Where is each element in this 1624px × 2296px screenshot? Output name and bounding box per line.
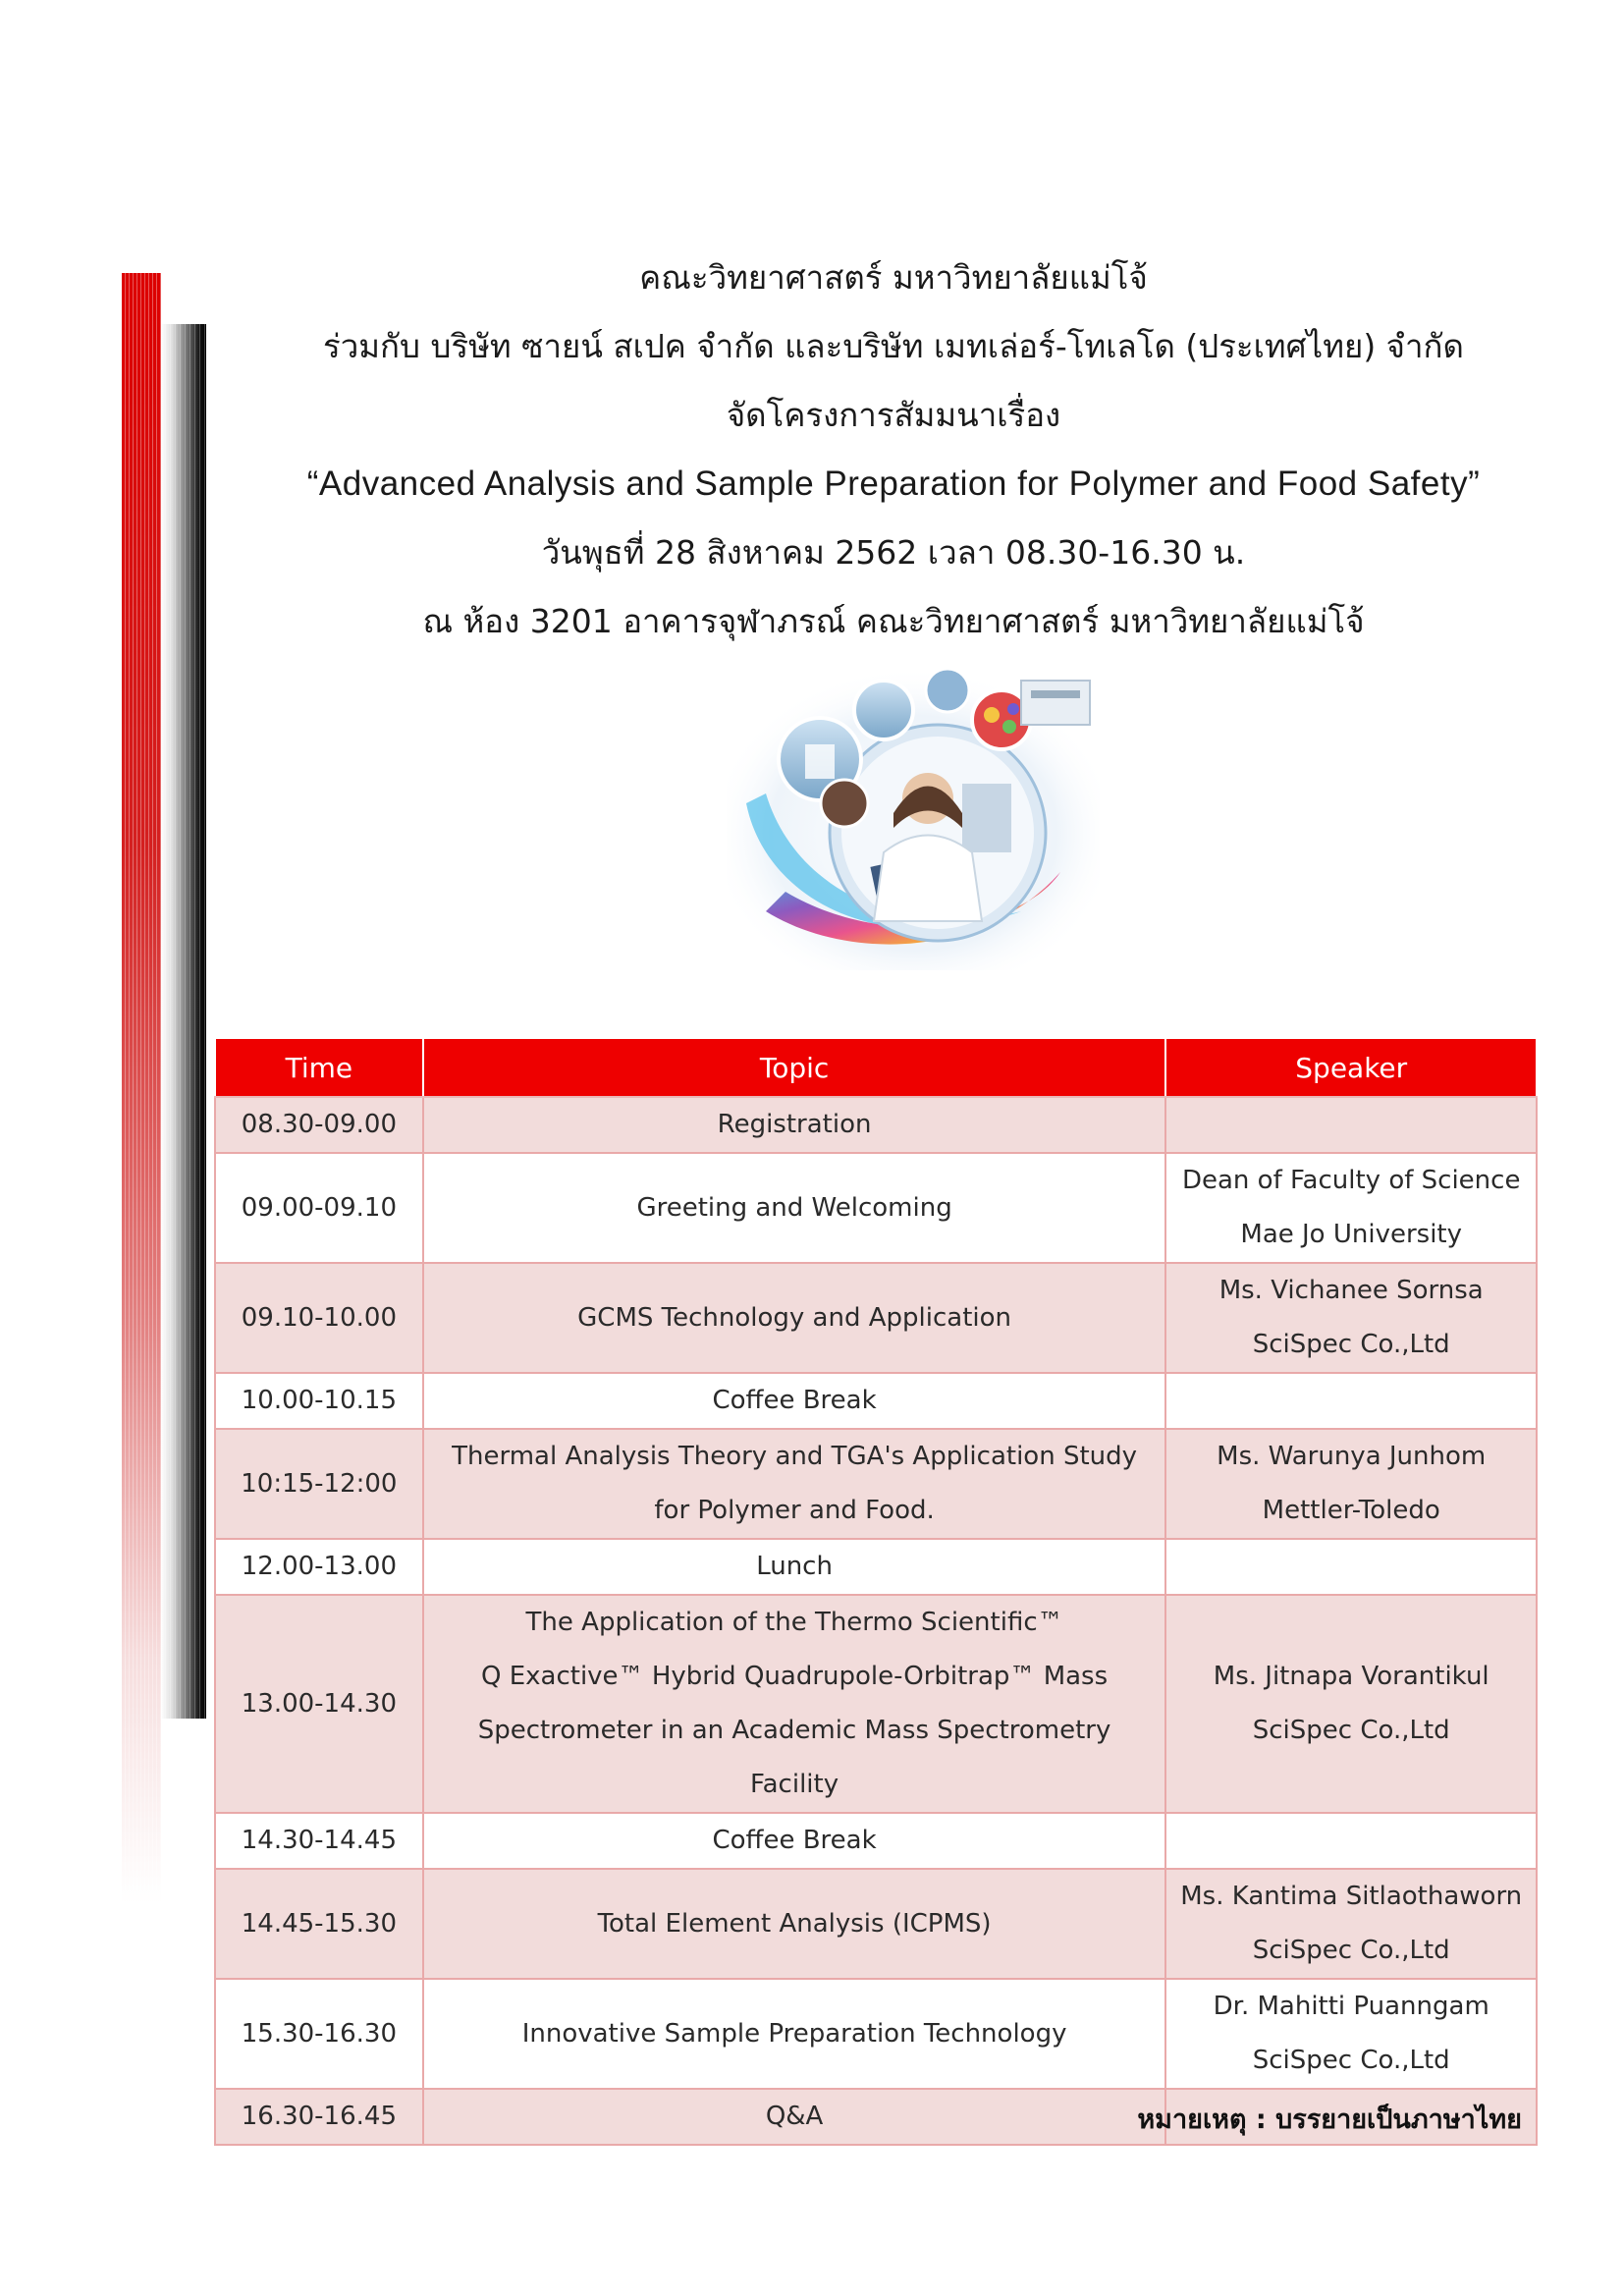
cell-speaker	[1165, 1153, 1537, 1263]
cell-speaker	[1165, 1539, 1537, 1595]
table-row	[215, 1595, 1537, 1813]
topic-line: GCMS Technology and Application	[577, 1302, 1012, 1333]
topic-line: Registration	[717, 1110, 872, 1139]
table-row	[215, 1979, 1537, 2089]
decorative-dark-bar	[161, 324, 206, 1719]
topic-line: Q&A	[765, 2102, 824, 2131]
note-language: หมายเหตุ : บรรยายเป็นภาษาไทย	[1137, 2105, 1522, 2135]
cell-topic	[423, 1373, 1166, 1429]
topic-line: Thermal Analysis Theory and TGA's Application Study	[452, 1442, 1138, 1471]
seminar-title: “Advanced Analysis and Sample Preparation for Polymer and Food Safety”	[306, 465, 1481, 503]
cell-time: 13.00-14.30	[215, 1595, 423, 1813]
table-row	[215, 1813, 1537, 1869]
cell-topic	[423, 1153, 1166, 1263]
topic-line: Q Exactive™ Hybrid Quadrupole-Orbitrap™ Mass	[480, 1662, 1109, 1691]
cell-topic	[423, 1813, 1166, 1869]
speaker-line: SciSpec Co.,Ltd	[1252, 1936, 1450, 1965]
cell-speaker	[1165, 1097, 1537, 1153]
header-organizer: คณะวิทยาศาสตร์ มหาวิทยาลัยแม่โจ้	[639, 258, 1148, 297]
table-row	[215, 1869, 1537, 1979]
topic-line: Total Element Analysis (ICPMS)	[597, 1908, 992, 1939]
topic-line: Innovative Sample Preparation Technology	[521, 2018, 1067, 2049]
cell-time: 10:15-12:00	[215, 1429, 423, 1539]
cell-topic	[423, 1097, 1166, 1153]
cell-time: 14.45-15.30	[215, 1869, 423, 1979]
cell-time: 10.00-10.15	[215, 1373, 423, 1429]
topic-line: for Polymer and Food.	[654, 1496, 935, 1525]
schedule-body	[215, 1097, 1537, 2145]
table-row	[215, 1153, 1537, 1263]
cell-speaker	[1165, 1595, 1537, 1813]
topic-line: The Application of the Thermo Scientific™	[525, 1608, 1063, 1637]
speaker-line: SciSpec Co.,Ltd	[1252, 2046, 1450, 2075]
cell-time: 15.30-16.30	[215, 1979, 423, 2089]
cell-speaker	[1165, 1813, 1537, 1869]
cell-topic	[423, 2089, 1166, 2145]
seminar-header	[255, 244, 1532, 656]
cell-time: 08.30-09.00	[215, 1097, 423, 1153]
cell-speaker	[1165, 1263, 1537, 1373]
topic-line: Coffee Break	[712, 1826, 877, 1855]
table-row	[215, 1373, 1537, 1429]
cell-time: 16.30-16.45	[215, 2089, 423, 2145]
cell-time: 09.10-10.00	[215, 1263, 423, 1373]
column-header-topic: Topic	[423, 1038, 1166, 1097]
speaker-line: SciSpec Co.,Ltd	[1252, 1716, 1450, 1745]
column-header-speaker: Speaker	[1165, 1038, 1537, 1097]
cell-topic	[423, 1429, 1166, 1539]
cell-time: 14.30-14.45	[215, 1813, 423, 1869]
cell-time: 12.00-13.00	[215, 1539, 423, 1595]
header-partners: ร่วมกับ บริษัท ซายน์ สเปค จำกัด และบริษัท เมทเล่อร์-โทเลโด (ประเทศไทย) จำกัด	[323, 327, 1464, 365]
header-date: วันพุธที่ 28 สิงหาคม 2562 เวลา 08.30-16.30 น.	[541, 533, 1246, 572]
header-project: จัดโครงการสัมมนาเรื่อง	[726, 396, 1061, 434]
topic-line: Coffee Break	[712, 1386, 877, 1415]
cell-topic	[423, 1979, 1166, 2089]
speaker-line: Ms. Warunya Junhom	[1217, 1442, 1487, 1471]
cell-speaker	[1165, 1429, 1537, 1539]
cell-topic	[423, 1869, 1166, 1979]
cell-speaker	[1165, 1373, 1537, 1429]
speaker-line: Mettler-Toledo	[1262, 1496, 1440, 1525]
cell-time: 09.00-09.10	[215, 1153, 423, 1263]
speaker-line: Ms. Vichanee Sornsa	[1218, 1276, 1484, 1305]
table-row	[215, 1263, 1537, 1373]
speaker-line: SciSpec Co.,Ltd	[1252, 1330, 1450, 1359]
topic-line: Spectrometer in an Academic Mass Spectrometry Facility	[477, 1716, 1111, 1799]
speaker-line: Ms. Kantima Sitlaothaworn	[1180, 1882, 1523, 1911]
topic-line: Greeting and Welcoming	[636, 1192, 952, 1223]
seminar-schedule-table	[214, 1037, 1538, 2146]
table-row	[215, 1539, 1537, 1595]
cell-topic	[423, 1539, 1166, 1595]
speaker-line: Dean of Faculty of Science	[1181, 1166, 1521, 1195]
column-header-time: Time	[215, 1038, 423, 1097]
table-row	[215, 1097, 1537, 1153]
cell-topic	[423, 1263, 1166, 1373]
decorative-red-bar	[122, 273, 161, 1903]
speaker-line: Dr. Mahitti Puanngam	[1213, 1992, 1489, 2021]
speaker-line: Ms. Jitnapa Vorantikul	[1213, 1662, 1489, 1691]
cell-speaker	[1165, 1869, 1537, 1979]
header-venue: ณ ห้อง 3201 อาคารจุฬาภรณ์ คณะวิทยาศาสตร์ มหาวิทยาลัยแม่โจ้	[422, 602, 1365, 640]
topic-line: Lunch	[756, 1552, 833, 1581]
table-row	[215, 1429, 1537, 1539]
laboratory-illustration	[727, 666, 1100, 970]
speaker-line: Mae Jo University	[1240, 1220, 1463, 1249]
cell-speaker	[1165, 1979, 1537, 2089]
table-header-row	[215, 1038, 1537, 1097]
cell-topic	[423, 1595, 1166, 1813]
